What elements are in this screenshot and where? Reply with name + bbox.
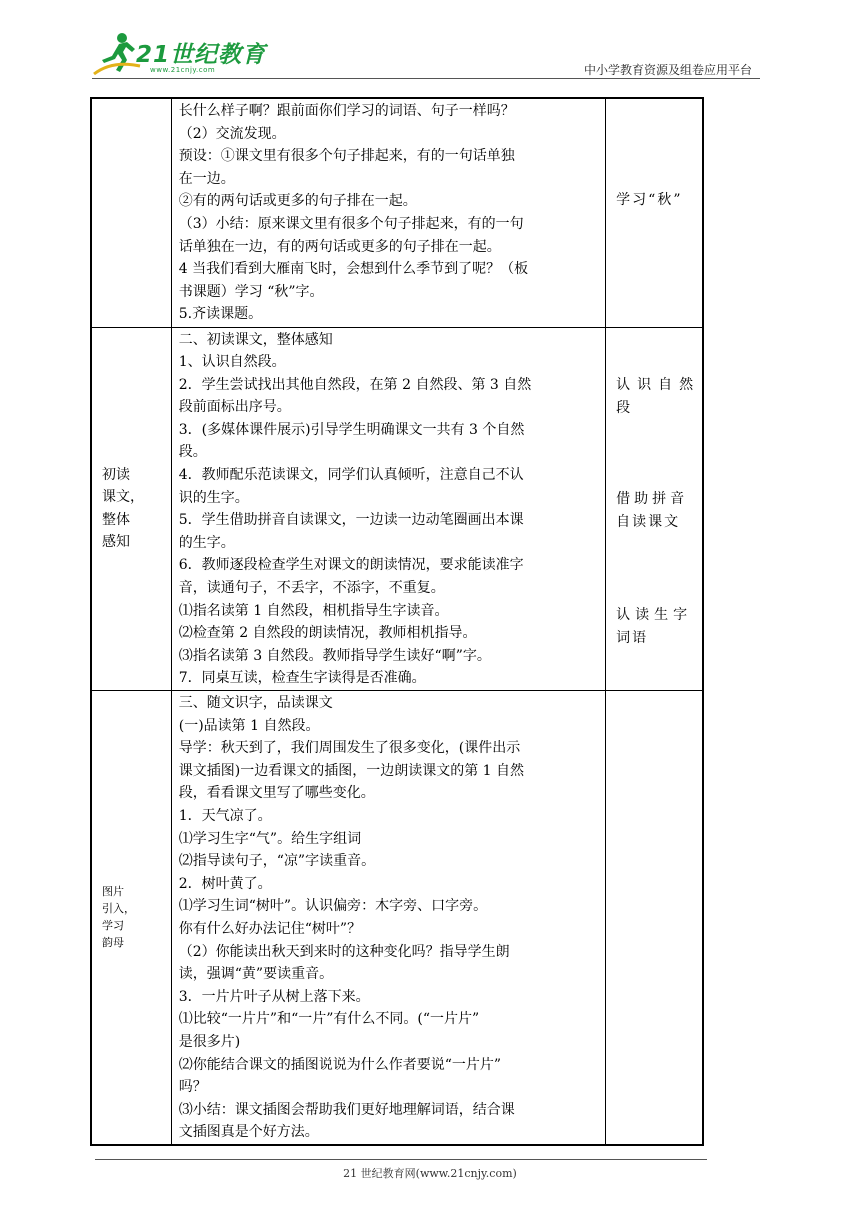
content-line: 3．(多媒体课件展示)引导学生明确课文一共有 3 个自然 <box>178 421 525 438</box>
content-line: ⑴指名读第 1 自然段，相机指导生字读音。 <box>178 602 449 619</box>
note-text: 词语 <box>616 629 649 646</box>
content-line: 4．教师配乐范读课文，同学们认真倾听，注意自己不认 <box>178 467 524 484</box>
note-text: 自读课文 <box>616 513 681 530</box>
stage-cell <box>91 98 171 327</box>
content-line: 三、随文识字，品读课文 <box>178 695 333 711</box>
content-line: 1、认识自然段。 <box>178 354 286 371</box>
content-line: 段。 <box>178 444 207 461</box>
content-line: ⑴学习生字“气”。给生字组词 <box>178 830 362 847</box>
content-line: 二、初读课文，整体感知 <box>178 331 333 348</box>
content-cell <box>171 98 605 327</box>
stage-label-line: 学习 <box>102 919 124 933</box>
stage-label-line: 韵母 <box>102 936 124 950</box>
page-header <box>0 0 860 90</box>
stage-label-line: 初读 <box>102 466 130 483</box>
stage-cell <box>91 691 171 1145</box>
content-line: （3）小结：原来课文里有很多个句子排起来，有的一句 <box>178 215 524 232</box>
content-line: ⑵指导读句子，“凉”字读重音。 <box>178 853 376 870</box>
content-line: ⑶指名读第 3 自然段。教师指导学生读好“啊”字。 <box>178 647 491 664</box>
table-row <box>91 98 703 327</box>
note-text: 学习“秋” <box>616 192 683 208</box>
table-row <box>91 327 703 691</box>
content-line: ⑴学习生词“树叶”。认识偏旁：木字旁、口字旁。 <box>178 898 488 915</box>
content-line: 课文插图)一边看课文的插图，一边朗读课文的第 1 自然 <box>178 762 525 779</box>
stage-cell <box>91 327 171 691</box>
content-line: ⑵你能结合课文的插图说说为什么作者要说“一片片” <box>178 1056 502 1073</box>
content-line: 6．教师逐段检查学生对课文的朗读情况，要求能读准字 <box>178 557 524 574</box>
note-cell <box>606 691 703 1145</box>
header-platform-title: 中小学教育资源及组卷应用平台 <box>583 63 752 77</box>
content-line: 预设：①课文里有很多个句子排起来，有的一句话单独 <box>178 148 515 165</box>
content-line: （2）交流发现。 <box>178 125 286 142</box>
content-line: (一)品读第 1 自然段。 <box>178 717 320 734</box>
note-cell <box>606 327 703 691</box>
content-cell <box>171 327 605 691</box>
logo <box>92 30 267 80</box>
content-line: 读，强调“黄”要读重音。 <box>178 966 334 983</box>
content-line: 段前面标出序号。 <box>178 399 291 416</box>
content-line: 音，读通句子，不丢字，不添字，不重复。 <box>178 580 445 597</box>
content-line: 在一边。 <box>178 170 235 187</box>
runner-logo-icon <box>92 30 142 76</box>
logo-text: 21世纪教育 <box>136 42 267 68</box>
content-line: ⑶小结：课文插图会帮助我们更好地理解词语，结合课 <box>178 1101 515 1118</box>
content-line: 吗？ <box>178 1079 207 1096</box>
content-line: 1．天气凉了。 <box>178 807 272 824</box>
content-line: 文插图真是个好方法。 <box>178 1124 319 1141</box>
note-cell <box>606 98 703 327</box>
content-line: 话单独在一边，有的两句话或更多的句子排在一起。 <box>178 238 501 255</box>
note-text: 认识自然 <box>616 376 701 393</box>
content-line: 识的生字。 <box>178 489 249 506</box>
content-line: ②有的两句话或更多的句子排在一起。 <box>178 193 417 210</box>
content-line: 5.齐读课题。 <box>178 306 263 323</box>
content-line: 的生字。 <box>178 534 235 551</box>
note-text: 段 <box>616 399 633 416</box>
content-line: ⑴比较“一片片”和“一片”有什么不同。(“一片片” <box>178 1011 480 1028</box>
content-line: （2）你能读出秋天到来时的这种变化吗？指导学生朗 <box>178 943 510 960</box>
content-line: 是很多片) <box>178 1033 241 1050</box>
footer-source: 21 世纪教育网(www.21cnjy.com) <box>343 1167 517 1180</box>
content-line: 2．学生尝试找出其他自然段，在第 2 自然段、第 3 自然 <box>178 376 532 393</box>
content-line: 3．一片片叶子从树上落下来。 <box>178 988 370 1005</box>
header-divider <box>92 78 760 79</box>
note-text: 借助拼音 <box>616 490 689 507</box>
stage-label-line: 感知 <box>102 534 130 551</box>
content-line: 2．树叶黄了。 <box>178 875 272 892</box>
note-text: 认读生字 <box>616 606 693 623</box>
content-line: ⑵检查第 2 自然段的朗读情况，教师相机指导。 <box>178 625 477 642</box>
content-line: 7．同桌互读，检查生字读得是否准确。 <box>178 670 426 687</box>
footer-divider <box>95 1159 707 1160</box>
content-cell <box>171 691 605 1145</box>
table-row <box>91 691 703 1145</box>
content-line: 书课题）学习 “秋”字。 <box>178 283 324 300</box>
content-line: 5．学生借助拼音自读课文，一边读一边动笔圈画出本课 <box>178 512 524 529</box>
content-line: 段，看看课文里写了哪些变化。 <box>178 785 375 802</box>
content-line: 长什么样子啊？跟前面你们学习的词语、句子一样吗？ <box>178 103 515 119</box>
content-line: 导学：秋天到了，我们周围发生了很多变化，(课件出示 <box>178 740 521 757</box>
stage-label-line: 整体 <box>102 511 130 528</box>
lesson-plan-table <box>90 97 704 1146</box>
content-line: 你有什么好办法记住“树叶”？ <box>178 920 362 937</box>
stage-label-line: 课文， <box>102 489 144 506</box>
stage-label-line: 图片 <box>102 885 124 899</box>
content-line: 4 当我们看到大雁南飞时，会想到什么季节到了呢？（板 <box>178 261 529 278</box>
logo-url: www.21cnjy.com <box>150 66 216 74</box>
stage-label-line: 引入， <box>102 902 135 916</box>
